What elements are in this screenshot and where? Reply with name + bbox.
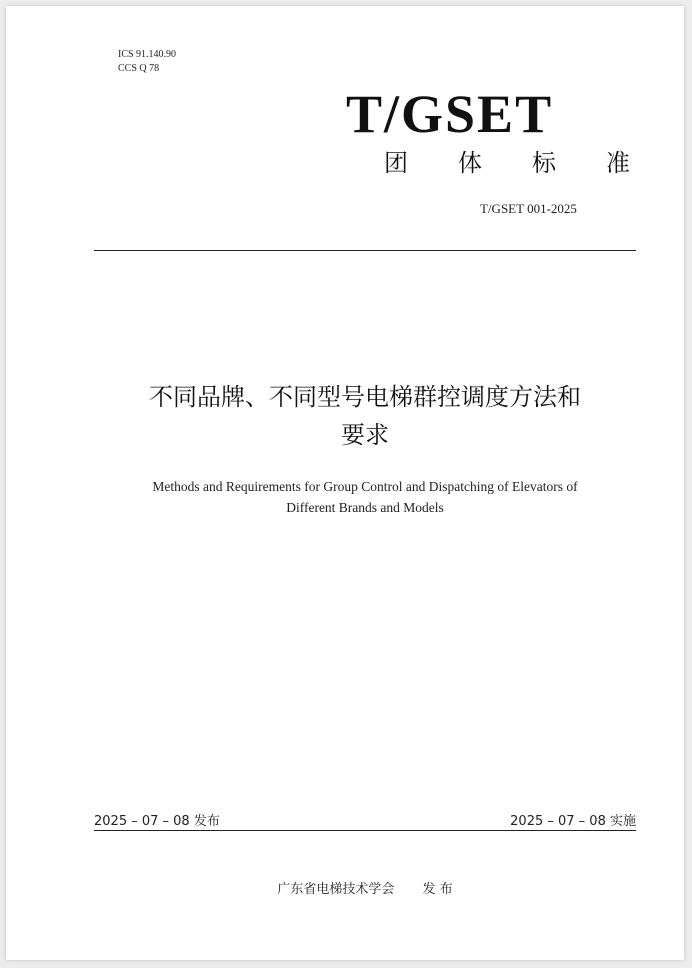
standard-number: T/GSET 001-2025 xyxy=(480,201,577,216)
standard-brand: T/GSET xyxy=(346,84,554,144)
date-row xyxy=(94,810,636,829)
implement-date: 2025 – 07 – 08 实施 xyxy=(510,814,636,829)
category-char: 团 xyxy=(384,149,408,177)
ccs-code: CCS Q 78 xyxy=(118,63,160,74)
footer-divider xyxy=(94,830,636,831)
header-divider xyxy=(94,250,636,251)
chinese-title-line: 不同品牌、不同型号电梯群控调度方法和 xyxy=(149,383,581,411)
publisher-org: 广东省电梯技术学会 xyxy=(277,882,395,897)
document-page xyxy=(6,6,684,960)
chinese-title-line: 要求 xyxy=(341,421,389,449)
standard-category xyxy=(384,148,630,178)
publish-date: 2025 – 07 – 08 发布 xyxy=(94,814,220,829)
publisher-action: 发 布 xyxy=(422,882,453,897)
english-title-line: Methods and Requirements for Group Control and Dispatching of Elevators of xyxy=(152,479,578,494)
classification-codes xyxy=(118,48,176,76)
category-char: 标 xyxy=(532,149,556,177)
chinese-title xyxy=(94,378,636,454)
category-char: 体 xyxy=(458,149,482,177)
category-char: 准 xyxy=(606,149,630,177)
english-title-line: Different Brands and Models xyxy=(286,500,444,515)
ics-code: ICS 91.140.90 xyxy=(118,49,177,60)
english-title xyxy=(104,476,626,518)
publisher-line xyxy=(94,878,636,897)
